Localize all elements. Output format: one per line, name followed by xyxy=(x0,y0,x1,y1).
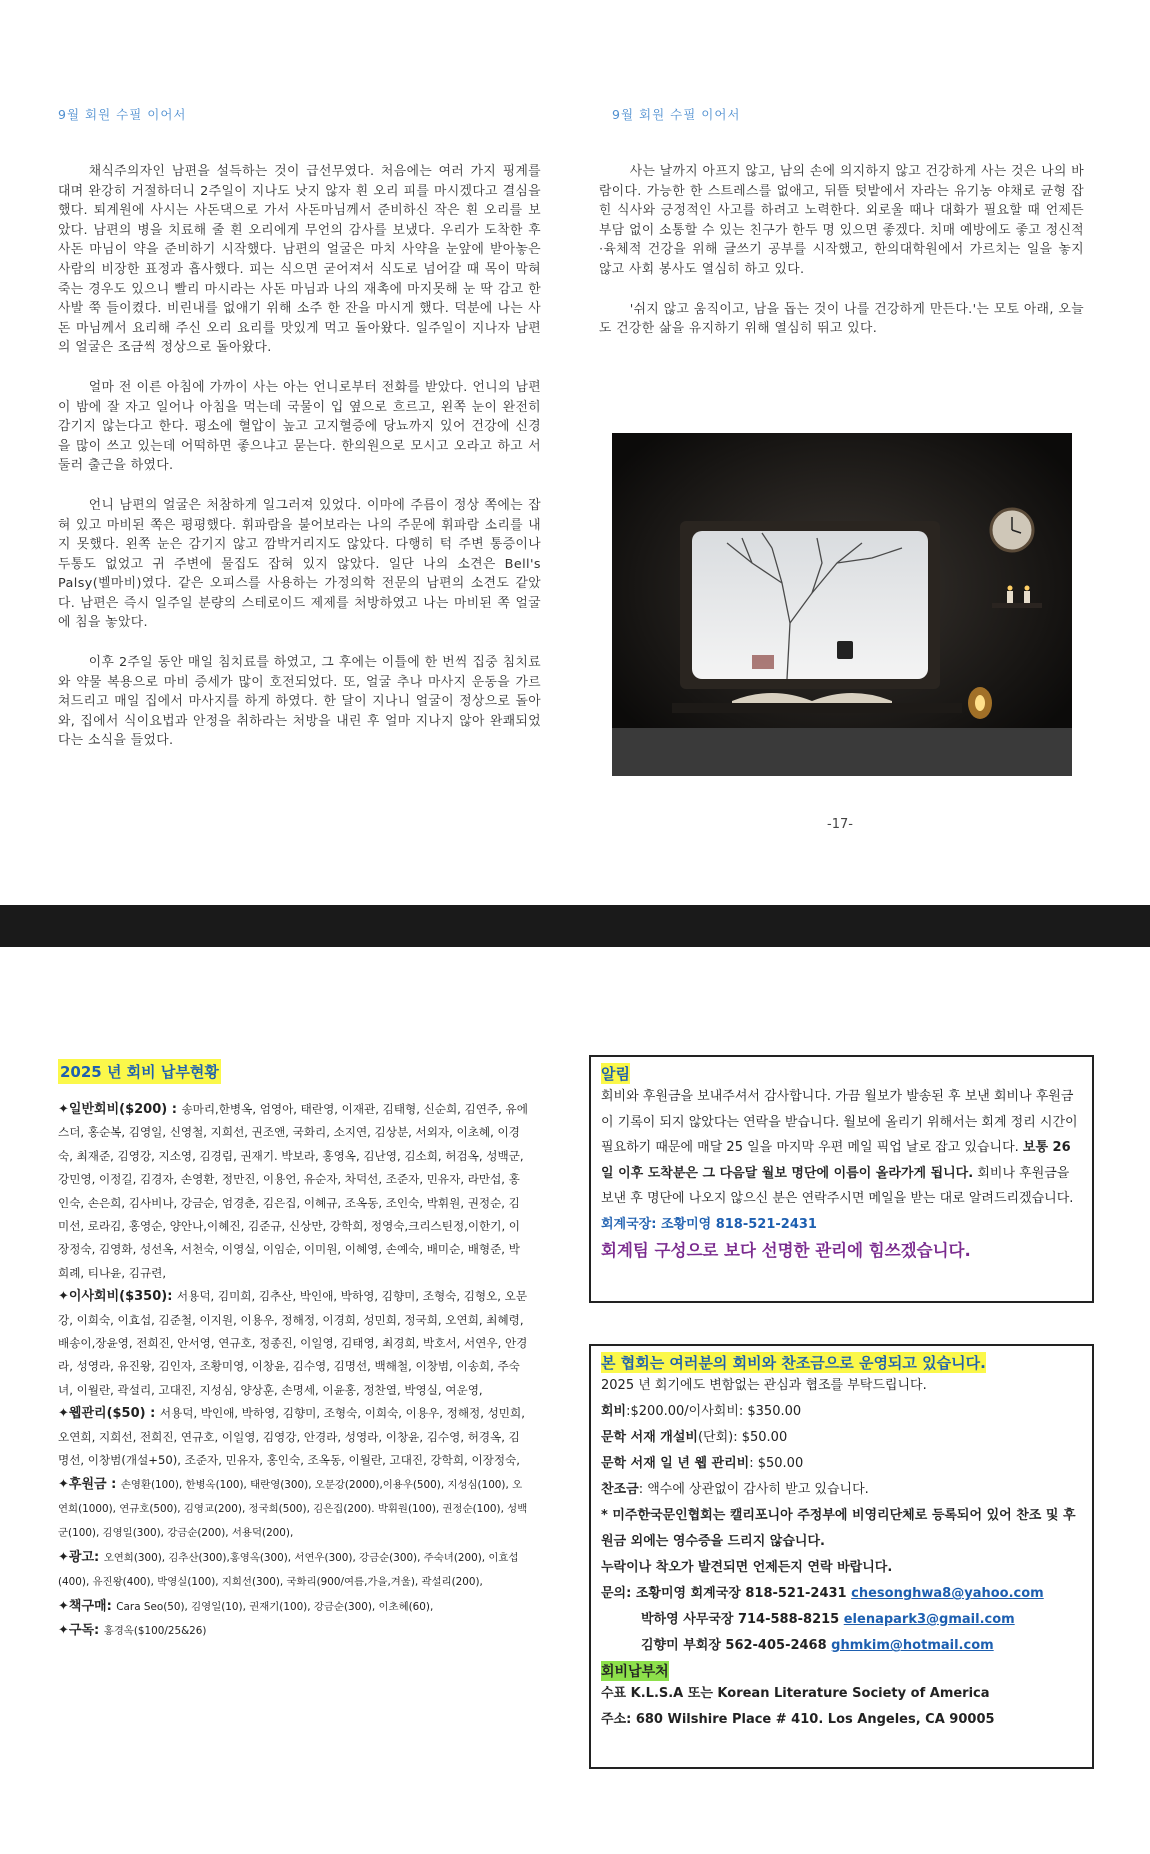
fee-line: 문학 서재 개설비(단회): $50.00 xyxy=(601,1430,788,1445)
notice-title: 알림 xyxy=(601,1065,630,1083)
contact-line: 문의: 조황미영 회계국장 818-521-2431 chesonghwa8@yahoo.com xyxy=(601,1586,1044,1601)
error-note: 누락이나 착오가 발견되면 언제든지 연락 바랍니다. xyxy=(601,1560,893,1575)
payment-title: 회비납부처 xyxy=(601,1661,669,1681)
contact-line: 김향미 부회장 562-405-2468 ghmkim@hotmail.com xyxy=(641,1638,994,1653)
right-page-header: 9월 회원 수필 이어서 xyxy=(612,107,741,122)
page-divider xyxy=(0,905,1150,947)
notice-emphasis: 보통 26 일 이후 도착분은 그 다음달 월보 명단에 이름이 올라가게 됩니다. xyxy=(601,1140,1071,1181)
dues-list xyxy=(58,1098,528,1643)
top-page xyxy=(0,0,1150,905)
ad-list: ✦광고: 오연희(300), 김추산(300),홍영옥(300), 서연우(300), 강금순(300), 주숙녀(200), 이효섭(400), 유진왕(400), 박영실(100), 지희선(300), 국화리(900/여름,가을,겨울), 곽설리(200), xyxy=(58,1549,519,1589)
email-link[interactable]: elenapark3@gmail.com xyxy=(843,1612,1015,1627)
essay-paragraph: 언니 남편의 얼굴은 처참하게 일그러져 있었다. 이마에 주름이 정상 쪽에는 잡혀 있고 마비된 쪽은 평평했다. 휘파람을 불어보라는 나의 주문에 휘파람 소리를 내지 못했다. 왼쪽 눈은 감기지 않고 깜박거리지도 않았다. 다행히 턱 주변 통증이나 두통도 없었고 귀 주변에 물집도 잡혀 있지 않았다. 일단 나의 소견은 Bell's Palsy(벨마비)였다. 같은 오피스를 사용하는 가정의학 전문의 남편의 소견도 같았다. 남편은 즉시 일주일 분량의 스테로이드 제제를 처방하였고 나는 마비된 쪽 얼굴에 침을 놓았다. xyxy=(58,497,541,631)
notice-box xyxy=(589,1055,1094,1303)
funding-intro: 2025 년 회기에도 변함없는 관심과 협조를 부탁드립니다. xyxy=(601,1378,927,1393)
fee-line: 문학 서재 일 년 웹 관리비: $50.00 xyxy=(601,1456,804,1471)
left-essay-column xyxy=(58,162,541,771)
book-purchase-list: ✦책구매: Cara Seo(50), 김영일(10), 권재기(100), 강금순(300), 이초혜(60), xyxy=(58,1598,434,1614)
email-link[interactable]: ghmkim@hotmail.com xyxy=(831,1638,994,1653)
essay-paragraph: 이후 2주일 동안 매일 침치료를 하였고, 그 후에는 이틀에 한 번씩 집중 침치료와 약물 복용으로 마비 증세가 많이 호전되었다. 또, 얼굴 추나 마사지 운동을 가르쳐드리고 매일 집에서 마사지를 하게 하였다. 한 달이 지나니 얼굴이 정상으로 돌아와, 집에서 식이요법과 안정을 취하라는 처방을 내린 후 얼마 지나지 않아 완쾌되었다는 소식을 들었다. xyxy=(58,655,541,749)
donation-list: ✦후원금 : 손영환(100), 한병옥(100), 태란영(300), 오문강(2000),이용우(500), 지성심(100), 오연희(1000), 연규호(500), 김영교(200), 정국희(500), 김은집(200). 박휘원(100), 권정순(100), 성백군(100), 김영일(300), 강금순(200), 서용덕(200), xyxy=(58,1476,528,1540)
treasurer-contact: 회계국장: 조황미영 818-521-2431 xyxy=(601,1216,817,1232)
general-dues-list: ✦일반회비($200) : 송마리,한병옥, 엄영아, 태란영, 이재관, 김태형, 신순희, 김연주, 유에스더, 홍순복, 김영일, 신영철, 지희선, 권조앤, 국화리, 소지연, 김상분, 서외자, 이초혜, 이경숙, 최재준, 김영강, 지소영, 김경림, 권재기. 박보라, 홍영옥, 김난영, 김소희, 허검옥, 성백군, 강민영, 이정길, 김경자, 손영환, 정만진, 이용언, 유순자, 차덕선, 조준자, 민유자, 라만섭, 홍인숙, 손은희, 김사비나, 강금순, 엄경춘, 김은집, 이혜규, 조옥동, 조인숙, 박휘원, 권정순, 김미선, 로라김, 홍영순, 양안나,이혜진, 김준규, 신상만, 강학희, 정영숙,크리스틴정,이한기, 이장정숙, 김영화, 성선옥, 서천숙, 이영실, 이임순, 이미원, 이혜영, 손예숙, 배미순, 배형준, 박희례, 티나윤, 김규련, xyxy=(58,1102,528,1280)
funding-box xyxy=(589,1344,1094,1769)
right-essay-column xyxy=(599,162,1084,359)
address-line: 주소: 680 Wilshire Place # 410. Los Angeles, CA 90005 xyxy=(601,1712,995,1727)
subscription-list: ✦구독: 홍경옥($100/25&26) xyxy=(58,1622,207,1638)
essay-paragraph: '쉬지 않고 움직이고, 남을 돕는 것이 나를 건강하게 만든다.'는 모토 아래, 오늘도 건강한 삶을 유지하기 위해 열심히 뛰고 있다. xyxy=(599,301,1084,337)
payee-line: 수표 K.L.S.A 또는 Korean Literature Society of America xyxy=(601,1686,990,1701)
window-snow-photo xyxy=(612,433,1072,776)
receipt-note: * 미주한국문인협회는 캘리포니아 주정부에 비영리단체로 등록되어 있어 찬조 및 후원금 외에는 영수증을 드리지 않습니다. xyxy=(601,1508,1076,1549)
essay-paragraph: 얼마 전 이른 아침에 가까이 사는 아는 언니로부터 전화를 받았다. 언니의 남편이 밤에 잘 자고 일어나 아침을 먹는데 국물이 입 옆으로 흐르고, 왼쪽 눈이 완전히 감기지 않는다고 한다. 평소에 혈압이 높고 고지혈증에 당뇨까지 있어 건강에 신경을 많이 쓰고 있는데 어떡하면 좋으냐고 묻는다. 한의원으로 모시고 오라고 하고 서둘러 출근을 하였다. xyxy=(58,379,541,474)
left-page-header: 9월 회원 수필 이어서 xyxy=(58,107,187,122)
dues-status-section xyxy=(58,1059,528,1643)
notice-body: 회비와 후원금을 보내주셔서 감사합니다. 가끔 월보가 발송된 후 보낸 회비나 후원금이 기록이 되지 않았다는 연락을 받습니다. 월보에 올리기 위해서는 회계 정리 시간이 필요하기 때문에 매달 25 일을 마지막 우편 메일 픽업 날로 잡고 있습니다. 보통 26 일 이후 도착분은 그 다음달 월보 명단에 이름이 올라가게 됩니다. 회비나 후원금을 보낸 후 명단에 나오지 않으신 분은 연락주시면 메일을 받는 대로 알려드리겠습니다. xyxy=(601,1089,1078,1206)
page-number: -17- xyxy=(827,817,853,832)
essay-paragraph: 사는 날까지 아프지 않고, 남의 손에 의지하지 않고 건강하게 사는 것은 나의 바람이다. 가능한 한 스트레스를 없애고, 뒤뜰 텃밭에서 자라는 유기농 야채로 균형 잡힌 식사와 긍정적인 사고를 하려고 노력한다. 외로울 때나 대화가 필요할 때 언제든 부담 없이 소통할 수 있는 친구가 한두 명 있으면 좋겠다. 치매 예방에도 좋고 정신적·육체적 건강을 위해 글쓰기 공부를 시작했고, 한의대학원에서 가르치는 일을 놓지 않고 사회 봉사도 열심히 하고 있다. xyxy=(599,164,1084,277)
web-fee-list: ✦웹관리($50) : 서용덕, 박인애, 박하영, 김향미, 조형숙, 이희숙, 이용우, 정해정, 성민희, 오연희, 지희선, 전희진, 연규호, 이일영, 김영강, 안경라, 성영라, 이창윤, 김수영, 허경옥, 김명선, 이창범(개설+50), 조준자, 민유자, 홍인숙, 조옥동, 이월란, 고대진, 강학희, 이장정숙, xyxy=(58,1406,525,1468)
fee-line: 찬조금: 액수에 상관없이 감사히 받고 있습니다. xyxy=(601,1482,869,1497)
funding-title: 본 협회는 여러분의 회비와 찬조금으로 운영되고 있습니다. xyxy=(601,1354,986,1372)
email-link[interactable]: chesonghwa8@yahoo.com xyxy=(851,1586,1044,1601)
essay-paragraph: 채식주의자인 남편을 설득하는 것이 급선무였다. 처음에는 여러 가지 핑계를 대며 완강히 거절하더니 2주일이 지나도 낫지 않자 흰 오리 피를 마시겠다고 결심을 했다. 퇴계원에 사시는 사돈댁으로 가서 사돈마님께서 준비하신 작은 흰 오리를 보았다. 남편의 병을 치료해 줄 흰 오리에게 무언의 감사를 보냈다. 우리가 도착한 후 사돈 마님이 약을 준비하기 시작했다. 남편의 얼굴은 마치 사약을 눈앞에 받아놓은 사람의 비장한 표정과 흡사했다. 피는 식으면 굳어져서 식도로 넘어갈 때 목이 막혀 죽는 경우도 있으니 빨리 마시라는 사돈 마님과 나의 재촉에 마지못해 눈 딱 감고 한 사발 쭉 들이켰다. 비린내를 없애기 위해 소주 한 잔을 마시게 했다. 덕분에 나는 사돈 마님께서 요리해 주신 오리 요리를 맛있게 먹고 돌아왔다. 일주일이 지나자 남편의 얼굴은 조금씩 정상으로 돌아왔다. xyxy=(58,164,541,356)
fee-line: 회비:$200.00/이사회비: $350.00 xyxy=(601,1404,802,1419)
notice-closing: 회계팀 구성으로 보다 선명한 관리에 힘쓰겠습니다. xyxy=(601,1241,971,1260)
dues-status-title: 2025 년 회비 납부현황 xyxy=(58,1059,221,1084)
board-dues-list: ✦이사회비($350): 서용덕, 김미희, 김추산, 박인애, 박하영, 김향미, 조형숙, 김형오, 오문강, 이희숙, 이효섭, 김준철, 이지원, 이용우, 정해정, 이경희, 성민희, 정국희, 오연희, 최혜령, 배송이,장윤영, 전희진, 안서영, 연규호, 정종진, 이일영, 김태영, 최경희, 박호서, 서연우, 안경라, 성영라, 유진왕, 김인자, 조황미영, 이창윤, 김수영, 김명선, 백해철, 이창범, 이송희, 주숙녀, 이월란, 곽설리, 고대진, 지성심, 양상훈, 손명세, 이윤홍, 정찬열, 박영실, 여운영, xyxy=(58,1289,528,1397)
contact-line: 박하영 사무국장 714-588-8215 elenapark3@gmail.com xyxy=(641,1612,1015,1627)
bottom-page xyxy=(0,947,1150,1854)
